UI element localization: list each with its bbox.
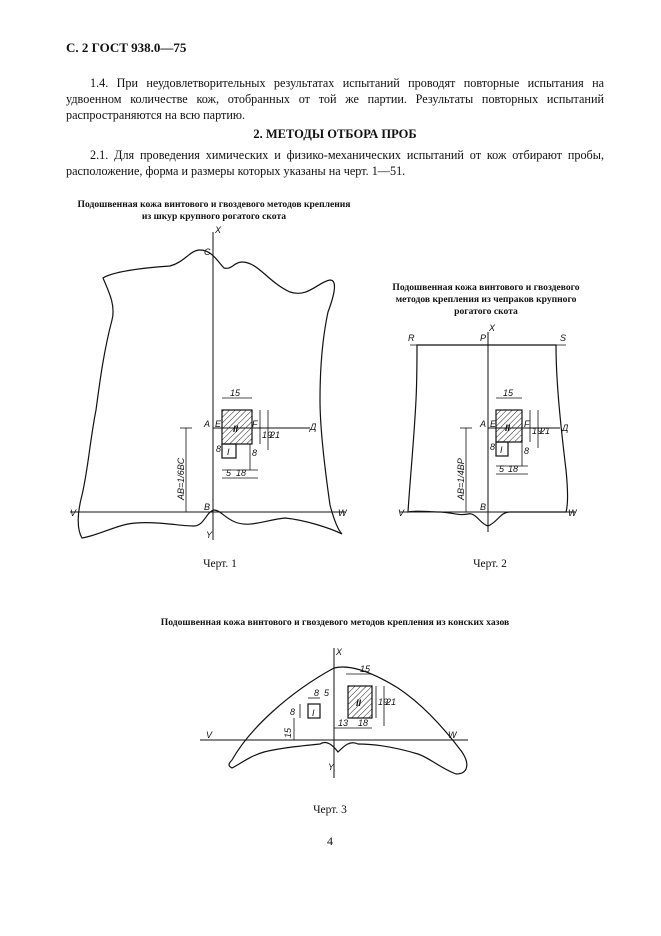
- paragraph-number: 1.4.: [90, 76, 109, 90]
- label-d: Д: [310, 422, 317, 432]
- label-sample-2: II: [356, 698, 362, 708]
- dim-18: 18: [358, 718, 369, 728]
- dim-8: 8: [290, 707, 296, 717]
- label-x: X: [489, 323, 496, 333]
- dim-18: 18: [508, 464, 519, 474]
- dim-19: 19: [262, 430, 273, 440]
- figure-1-drawing: [70, 232, 345, 540]
- label-d: Д: [562, 423, 569, 433]
- figure-2-caption: Черт. 2: [473, 558, 507, 570]
- paragraph-text: Для проведения химических и физико-механических испытаний от кож отбирают пробы, расположение, форма и размеры которых указаны на черт. 1—51.: [66, 148, 604, 178]
- dim-ab: AB=1/6BC: [176, 457, 186, 500]
- label-e: E: [490, 419, 497, 429]
- label-r: R: [408, 333, 415, 343]
- dim-8: 8: [314, 688, 320, 698]
- dim-21: 21: [270, 430, 281, 440]
- hide-outline: [78, 250, 342, 538]
- label-f: F: [252, 419, 258, 429]
- paragraph-text: При неудовлетворительных результатах испытаний проводят повторные испытания на удвоенном количестве кож, отобранных от той же партии. Результаты повторных испытаний распространяются на всю партию.: [66, 76, 605, 122]
- dim-5: 5: [499, 464, 505, 474]
- label-s: S: [560, 333, 567, 343]
- figure-2-title-line: рогатого скота: [454, 306, 518, 317]
- dim-5: 5: [226, 468, 232, 478]
- dim-8: 8: [490, 442, 496, 452]
- figure-2-title-line: Подошвенная кожа винтового и гвоздевого: [392, 282, 580, 293]
- label-p: P: [480, 333, 487, 343]
- label-x: X: [336, 647, 343, 657]
- dim-8: 8: [524, 446, 530, 456]
- label-y: Y: [206, 530, 213, 540]
- label-v: V: [206, 730, 213, 740]
- dim-15: 15: [283, 727, 293, 738]
- label-sample-1: I: [227, 447, 230, 457]
- figure-3-caption: Черт. 3: [313, 804, 347, 816]
- dim-21: 21: [540, 426, 551, 436]
- label-e: E: [215, 419, 222, 429]
- label-y: Y: [328, 762, 335, 772]
- dim-ab: AB=1/4BP: [456, 458, 466, 500]
- label-x: X: [215, 225, 222, 235]
- figure-1-title-line: Подошвенная кожа винтового и гвоздевого методов крепления: [77, 199, 351, 210]
- section-title: 2. МЕТОДЫ ОТБОРА ПРОБ: [253, 127, 417, 141]
- figure-2-title-line: методов крепления из чепраков крупного: [395, 294, 577, 305]
- dim-21: 21: [386, 697, 397, 707]
- dim-15: 15: [503, 388, 514, 398]
- dim-19: 19: [378, 697, 389, 707]
- label-w: W: [568, 508, 577, 518]
- figure-3-title: Подошвенная кожа винтового и гвоздевого методов крепления из конских хазов: [160, 617, 510, 628]
- label-b: B: [480, 502, 487, 512]
- dim-18: 18: [236, 468, 247, 478]
- label-a: A: [204, 419, 211, 429]
- dim-8: 8: [252, 448, 258, 458]
- label-w: W: [448, 730, 457, 740]
- label-sample-2: II: [233, 424, 239, 434]
- label-v: V: [398, 508, 405, 518]
- figure-3-drawing: [200, 648, 468, 778]
- label-a: A: [480, 419, 487, 429]
- dim-19: 19: [532, 426, 543, 436]
- label-c: C: [204, 247, 211, 257]
- label-v: V: [70, 508, 77, 518]
- figure-1-title-line: из шкур крупного рогатого скота: [141, 211, 287, 222]
- page-header: С. 2 ГОСТ 938.0—75: [66, 40, 187, 55]
- figure-1-labels: [70, 225, 348, 540]
- paragraph-number: 2.1.: [90, 148, 109, 162]
- page-number: 4: [327, 834, 333, 848]
- label-b: B: [204, 502, 211, 512]
- figure-1-caption: Черт. 1: [203, 558, 237, 570]
- label-sample-1: I: [500, 445, 503, 455]
- dim-15: 15: [360, 664, 371, 674]
- figure-3-labels: [206, 647, 458, 772]
- dim-5: 5: [324, 688, 330, 698]
- label-w: W: [338, 508, 347, 518]
- dim-13: 13: [338, 718, 349, 728]
- label-sample-2: II: [505, 423, 511, 433]
- label-sample-1: I: [312, 708, 315, 718]
- dim-8: 8: [216, 444, 222, 454]
- label-f: F: [524, 419, 530, 429]
- dim-15: 15: [230, 388, 241, 398]
